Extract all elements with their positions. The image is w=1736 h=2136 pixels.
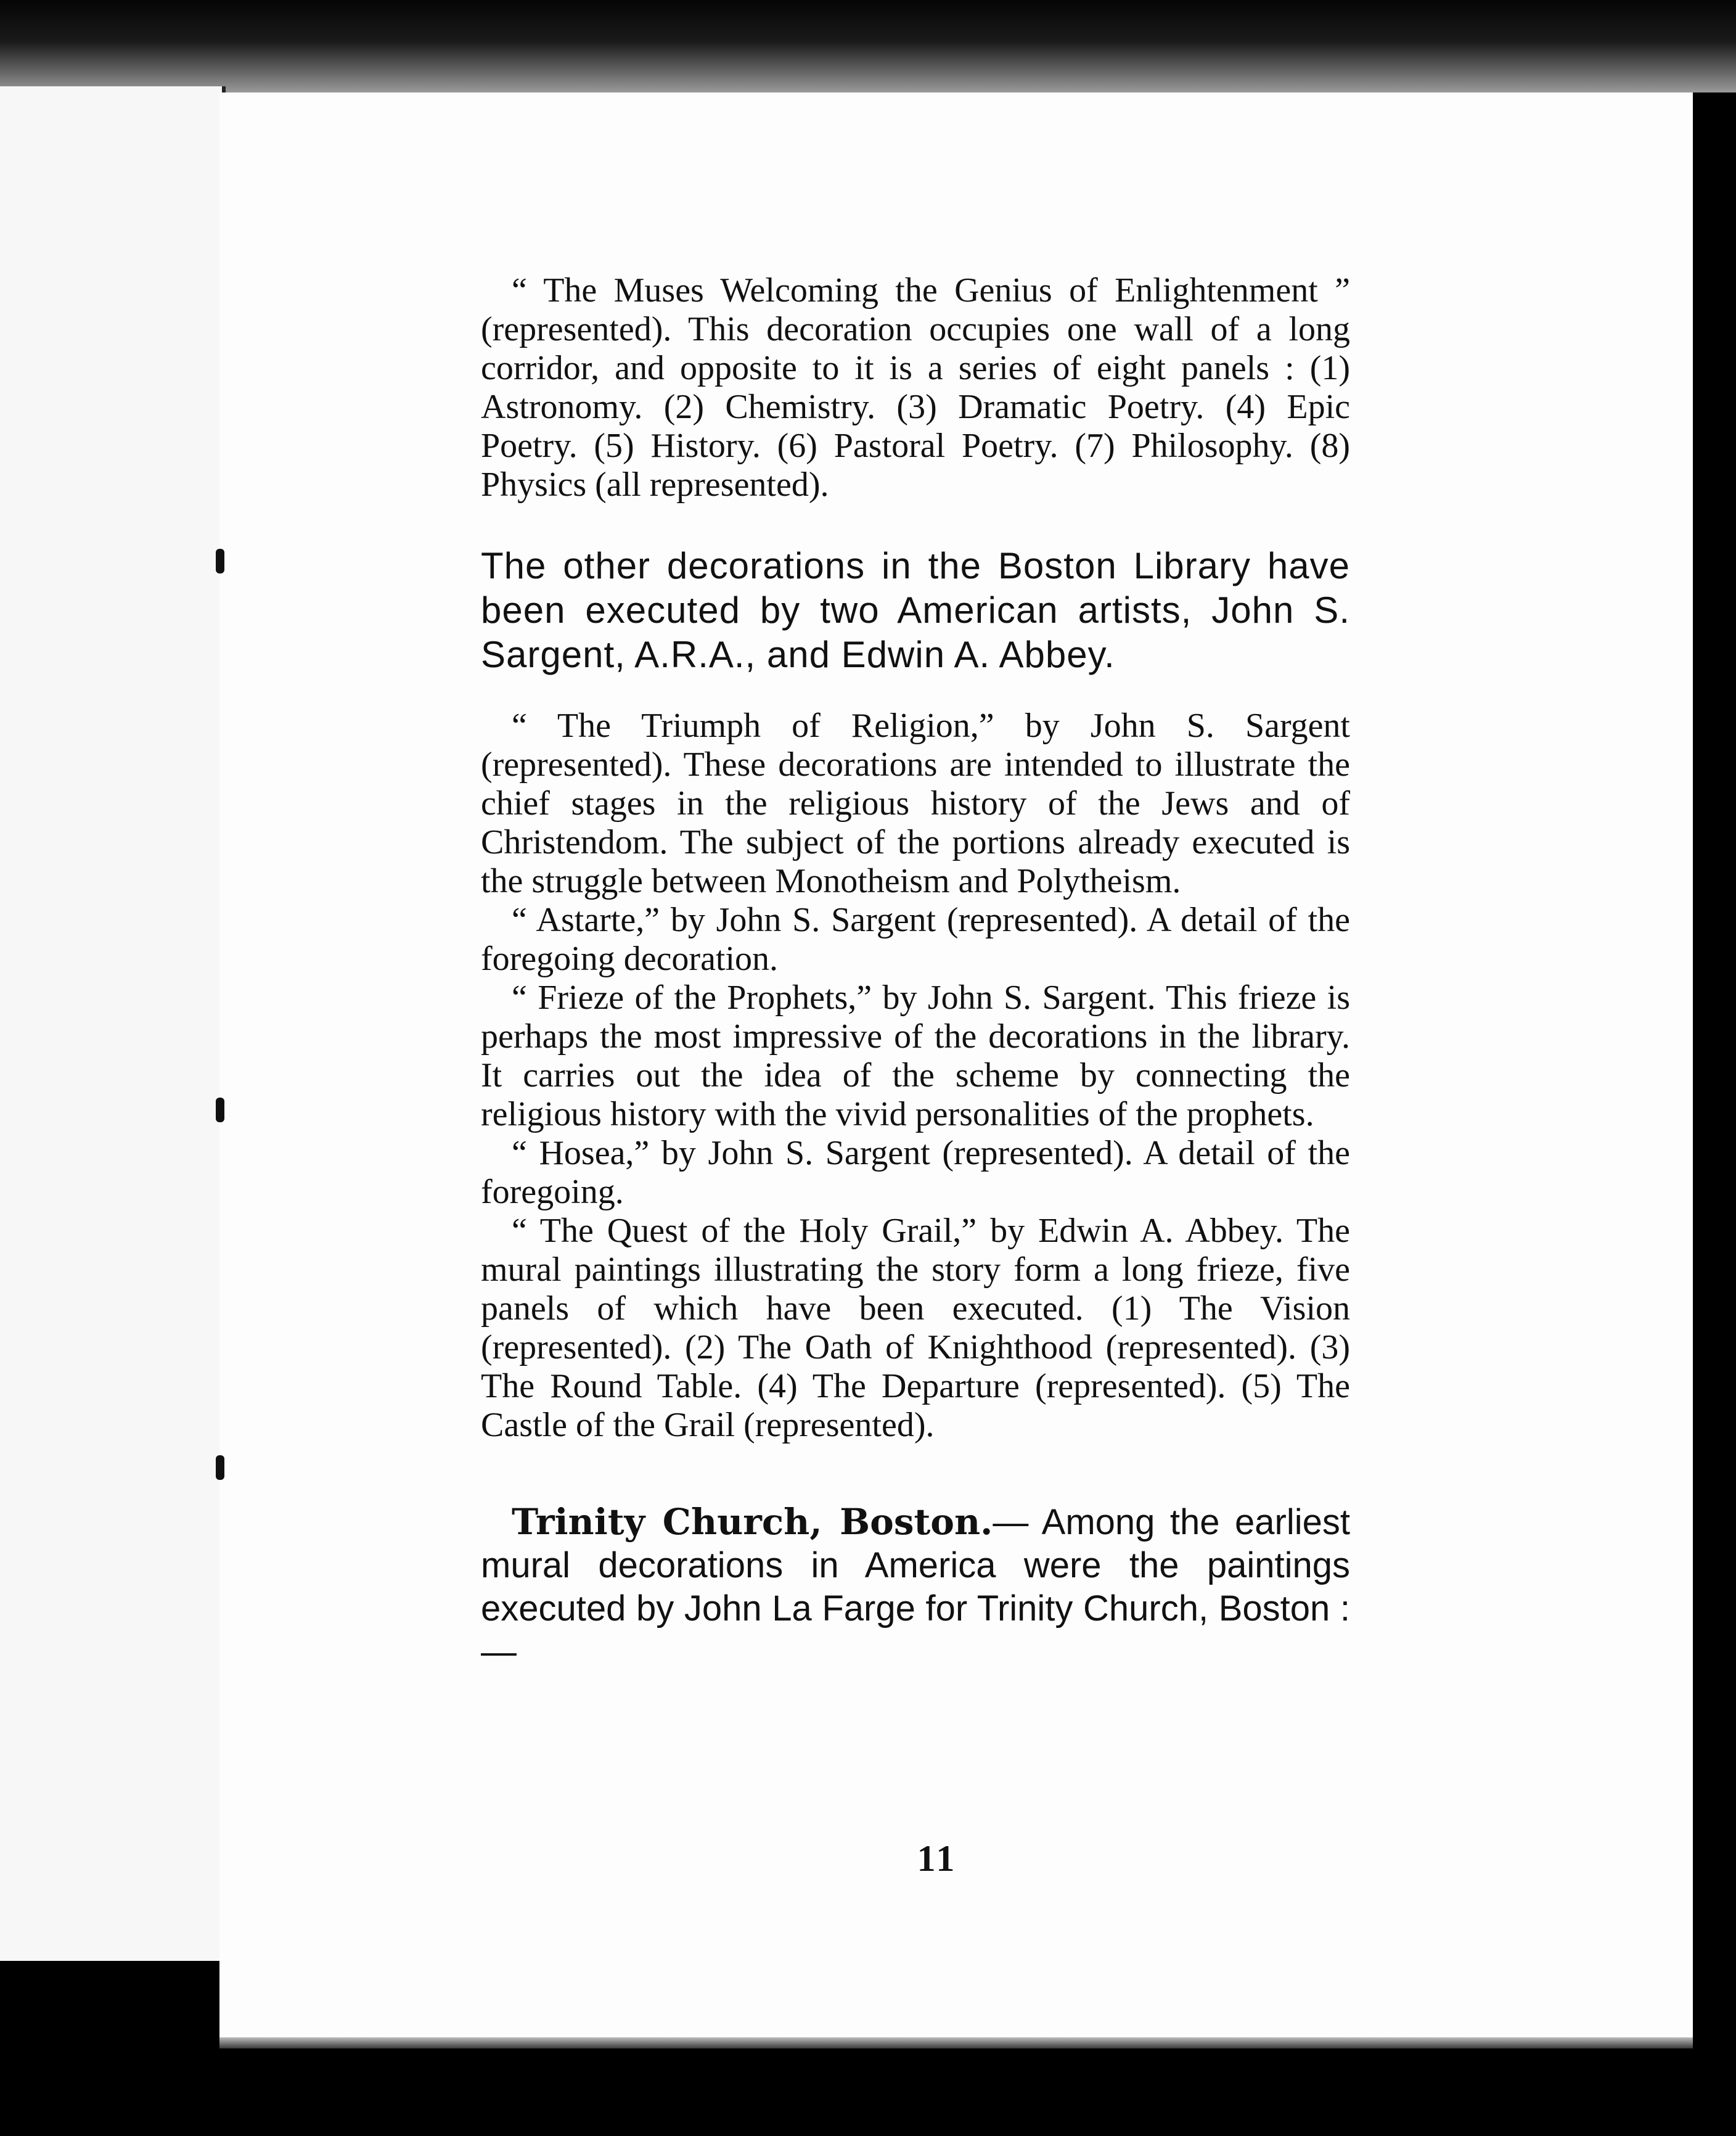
- entry-frieze-of-prophets: “ Frieze of the Prophets,” by John S. Sargent. This frieze is perhaps the most impressive of the decorations in the library. It carries out the idea of the scheme by connecting the religious history with the vivid personalities of the prophets.: [481, 979, 1350, 1133]
- paragraph-trinity-church: [481, 1500, 1350, 1674]
- paragraph-muses: “ The Muses Welcoming the Genius of Enlightenment ” (represented). This decoration occupies one wall of a long corridor, and opposite to it is a series of eight panels : (1) Astronomy. (2) Chemistry. (3) Dramatic Poetry. (4) Epic Poetry. (5) History. (6) Pastoral Poetry. (7) Philosophy. (8) Physics (all represented).: [481, 271, 1350, 504]
- entry-astarte: “ Astarte,” by John S. Sargent (represented). A detail of the foregoing decoration.: [481, 901, 1350, 978]
- binding-mark: [216, 1455, 224, 1480]
- scan-top-band: [0, 0, 1736, 92]
- entry-hosea: “ Hosea,” by John S. Sargent (represented). A detail of the foregoing.: [481, 1134, 1350, 1211]
- entry-quest-of-holy-grail: “ The Quest of the Holy Grail,” by Edwin A. Abbey. The mural paintings illustrating the story form a long frieze, five panels of which have been executed. (1) The Vision (represented). (2) The Oath of Knighthood (represented). (3) The Round Table. (4) The Departure (represented). (5) The Castle of the Grail (represented).: [481, 1212, 1350, 1444]
- binding-mark: [216, 549, 224, 573]
- page-text: [481, 271, 1350, 1674]
- binding-mark: [216, 1098, 224, 1122]
- left-page-leaf: [0, 86, 226, 1961]
- entry-triumph-of-religion: “ The Triumph of Religion,” by John S. Sargent (represented). These decorations are intended to illustrate the chief stages in the religious history of the Jews and of Christendom. The subject of the portions already executed is the struggle between Monotheism and Polytheism.: [481, 707, 1350, 900]
- trinity-text: — Among the earliest mural decorations in America were the paintings executed by John La Farge for Trinity Church, Boston :—: [481, 1502, 1351, 1672]
- page-bottom-edge: [219, 2037, 1693, 2048]
- page-number: 11: [917, 1838, 957, 1879]
- paragraph-other-decorations: The other decorations in the Boston Library have been executed by two American artists, John S. Sargent, A.R.A., and Edwin A. Abbey.: [481, 545, 1350, 675]
- trinity-heading: Trinity Church, Boston.: [512, 1501, 993, 1543]
